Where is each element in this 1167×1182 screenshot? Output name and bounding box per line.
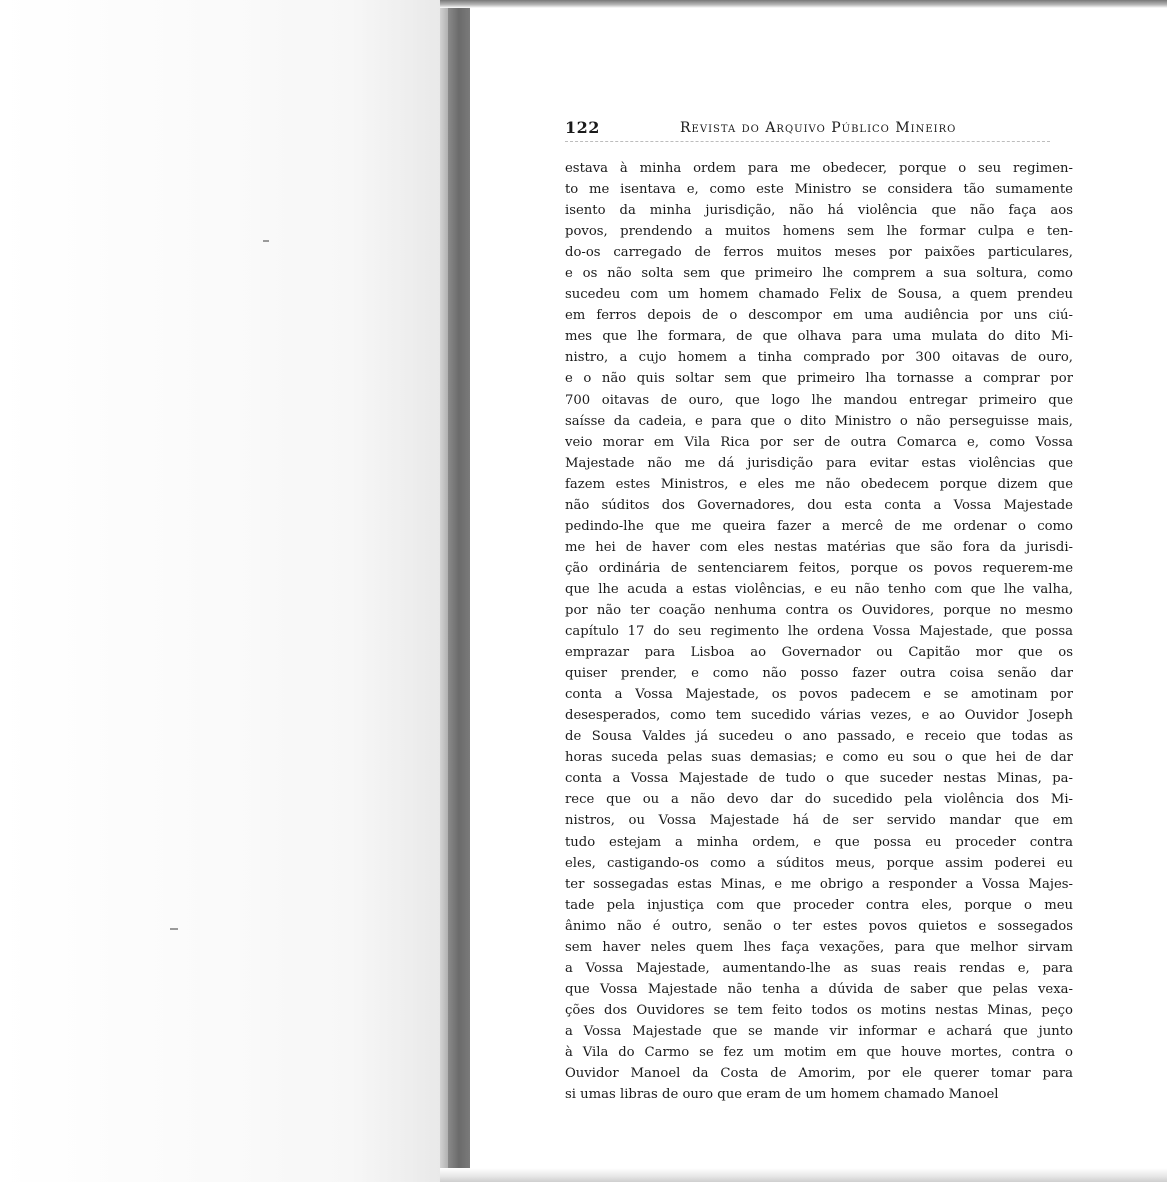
text-line: pedindo-lhe que me queira fazer a mercê de me ordenar o como	[565, 518, 1073, 534]
text-line: tade pela injustiça com que proceder contra eles, porque o meu	[565, 897, 1073, 913]
text-line: que Vossa Majestade não tenha a dúvida de saber que pelas vexa-	[565, 981, 1073, 997]
text-line: fazem estes Ministros, e eles me não obedecem porque dizem que	[565, 476, 1073, 492]
text-line: ânimo não é outro, senão o ter estes povos quietos e sossegados	[565, 918, 1073, 934]
book-binding	[448, 0, 470, 1182]
speck-mark	[170, 928, 178, 930]
text-line: rece que ou a não devo dar do sucedido pela violência dos Mi-	[565, 792, 1073, 808]
text-line: me hei de haver com eles nestas matérias que são fora da jurisdi-	[565, 539, 1073, 555]
text-line: e os não solta sem que primeiro lhe comprem a sua soltura, como	[565, 266, 1073, 282]
text-line: por não ter coação nenhuma contra os Ouvidores, porque no mesmo	[565, 602, 1073, 618]
running-title: Revista do Arquivo Público Mineiro	[680, 120, 957, 136]
text-line: de Sousa Valdes já sucedeu o ano passado, e receio que todas as	[565, 729, 1073, 745]
header-rule	[565, 141, 1050, 142]
text-line: horas suceda pelas suas demasias; e como eu sou o que hei de dar	[565, 750, 1073, 766]
text-line: Ouvidor Manoel da Costa de Amorim, por ele querer tomar para	[565, 1066, 1073, 1082]
text-line: ter sossegadas estas Minas, e me obrigo a responder a Vossa Majes-	[565, 876, 1073, 892]
text-line: eles, castigando-os como a súditos meus, porque assim poderei eu	[565, 855, 1073, 871]
text-line: ção ordinária de sentenciarem feitos, porque os povos requerem-me	[565, 560, 1073, 576]
text-line: isento da minha jurisdição, não há violência que não faça aos	[565, 203, 1073, 219]
text-line: a Vossa Majestade, aumentando-lhe as suas reais rendas e, para	[565, 960, 1073, 976]
text-line: não súditos dos Governadores, dou esta conta a Vossa Majestade	[565, 497, 1073, 513]
text-line: do-os carregado de ferros muitos meses por paixões particulares,	[565, 245, 1073, 261]
text-line: veio morar em Vila Rica por ser de outra Comarca e, como Vossa	[565, 434, 1073, 450]
page-number: 122	[565, 118, 600, 137]
text-line: quiser prender, e como não posso fazer outra coisa senão dar	[565, 666, 1073, 682]
text-line: nistro, a cujo homem a tinha comprado por 300 oitavas de ouro,	[565, 350, 1073, 366]
body-text	[565, 158, 1073, 1105]
text-line: desesperados, como tem sucedido várias vezes, e ao Ouvidor Joseph	[565, 708, 1073, 724]
speck-mark	[263, 240, 269, 242]
text-line: nistros, ou Vossa Majestade há de ser servido mandar que em	[565, 813, 1073, 829]
text-line: a Vossa Majestade que se mande vir informar e achará que junto	[565, 1023, 1073, 1039]
text-line: conta a Vossa Majestade de tudo o que suceder nestas Minas, pa-	[565, 771, 1073, 787]
text-line: sem haver neles quem lhes faça vexações, para que melhor sirvam	[565, 939, 1073, 955]
left-page-blank	[0, 0, 440, 1182]
text-line: e o não quis soltar sem que primeiro lha tornasse a comprar por	[565, 371, 1073, 387]
text-line: tudo estejam a minha ordem, e que possa eu proceder contra	[565, 834, 1073, 850]
text-line: povos, prendendo a muitos homens sem lhe formar culpa e ten-	[565, 224, 1073, 240]
page-bottom-edge	[440, 1168, 1167, 1182]
text-line: mes que lhe formara, de que olhava para uma mulata do dito Mi-	[565, 329, 1073, 345]
text-line: estava à minha ordem para me obedecer, porque o seu regimen-	[565, 161, 1073, 176]
text-line: si umas libras de ouro que eram de um homem chamado Manoel	[565, 1087, 999, 1103]
text-line: saísse da cadeia, e para que o dito Ministro o não perseguisse mais,	[565, 413, 1073, 429]
text-line: que lhe acuda a estas violências, e eu não tenho com que lhe valha,	[565, 581, 1073, 597]
text-line: 700 oitavas de ouro, que logo lhe mandou entregar primeiro que	[565, 392, 1073, 408]
text-line: to me isentava e, como este Ministro se considera tão sumamente	[565, 182, 1073, 198]
text-line: Majestade não me dá jurisdição para evitar estas violências que	[565, 455, 1073, 471]
page-top-edge	[440, 0, 1167, 8]
text-line: à Vila do Carmo se fez um motim em que houve mortes, contra o	[565, 1044, 1073, 1060]
text-line: capítulo 17 do seu regimento lhe ordena Vossa Majestade, que possa	[565, 624, 1073, 640]
text-line: em ferros depois de o descompor em uma audiência por uns ciú-	[565, 308, 1073, 324]
text-line: conta a Vossa Majestade, os povos padecem e se amotinam por	[565, 687, 1073, 703]
text-line: sucedeu com um homem chamado Felix de Sousa, a quem prendeu	[565, 287, 1073, 303]
text-line: emprazar para Lisboa ao Governador ou Capitão mor que os	[565, 645, 1073, 661]
text-line: ções dos Ouvidores se tem feito todos os motins nestas Minas, peço	[565, 1002, 1073, 1018]
